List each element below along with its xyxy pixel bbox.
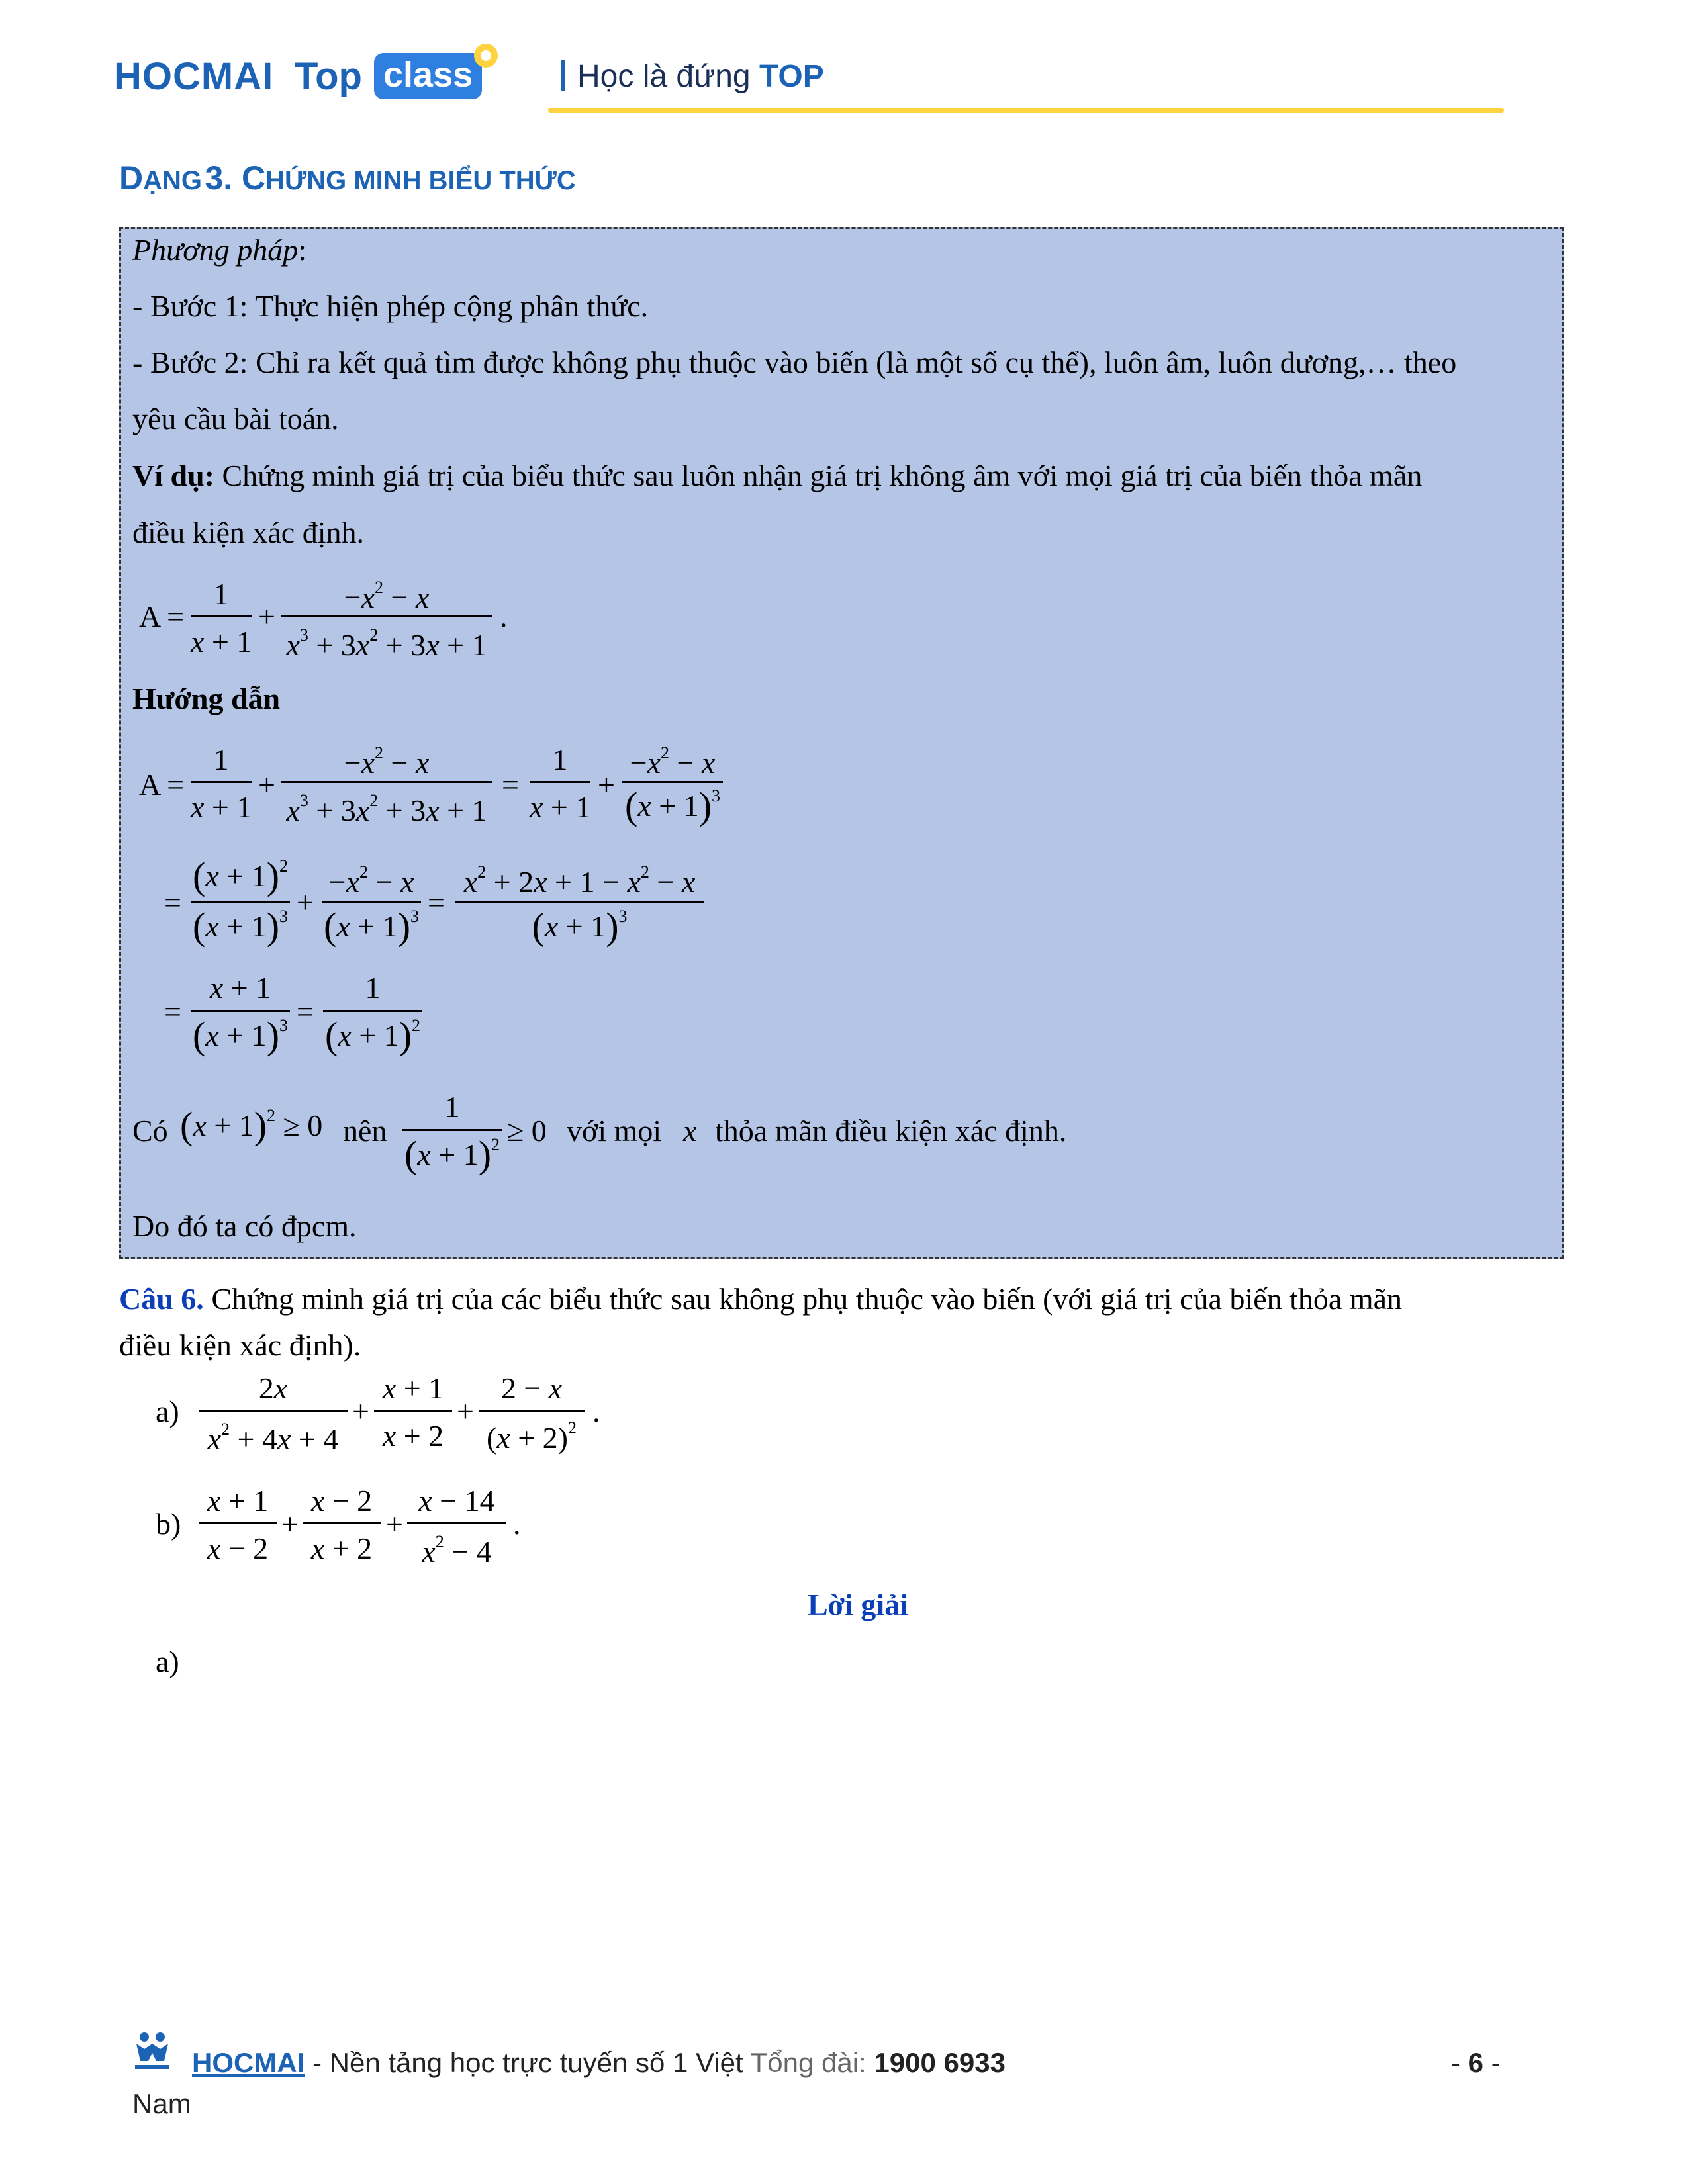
fraction: 2 − x $(x + 2)^2$ bbox=[479, 1373, 585, 1459]
question-label: Câu 6. bbox=[119, 1282, 204, 1316]
question-part-b: b) x + 1 x − 2 + x − 2 x + 2 + x − 14 $x^2 - 4$ . bbox=[156, 1486, 619, 1572]
conclusion-voimoi: với mọi bbox=[567, 1114, 662, 1148]
page-suffix: - bbox=[1483, 2047, 1501, 2078]
tagline-top: TOP bbox=[759, 59, 824, 94]
title-part: 3. C bbox=[205, 159, 266, 197]
conclusion-expr: $(x + 1)^2 \ge 0$ bbox=[180, 1104, 323, 1147]
method-label bbox=[132, 235, 306, 265]
page-prefix: - bbox=[1451, 2047, 1468, 2078]
fraction: x − 2 x + 2 bbox=[303, 1486, 381, 1572]
tagline-divider bbox=[561, 60, 565, 91]
guide-formula-2: = $(x + 1)^2$ $(x + 1)^3$ + $-x^2 - x$ $(x + 1)^3$ = $x^2 + 2x + 1 - x^2 - x$ $(x + 1)^3$ bbox=[164, 857, 760, 956]
example-line1 bbox=[132, 461, 1422, 491]
footer-line1 bbox=[192, 2047, 1006, 2079]
footer-hotline: 1900 6933 bbox=[874, 2047, 1006, 2078]
fraction: $-x^2 - x$ $x^3 + 3x^2 + 3x + 1$ bbox=[281, 745, 492, 831]
method-label-text: Phương pháp bbox=[132, 233, 299, 267]
fraction: x + 1 x + 2 bbox=[374, 1373, 452, 1459]
title-part: HỨNG MINH BIỂU THỨC bbox=[265, 166, 576, 195]
method-step2-line1: - Bước 2: Chỉ ra kết quả tìm được không phụ thuộc vào biến (là một số cụ thể), luôn âm, luôn dương,… theo bbox=[132, 345, 1457, 379]
fraction: 1 $(x + 1)^2$ bbox=[323, 966, 422, 1066]
logo-hocmai-text: HOCMAI bbox=[114, 55, 274, 98]
conclusion-nen: nên bbox=[343, 1114, 387, 1148]
footer-hotline-label: Tổng đài: bbox=[743, 2047, 874, 2078]
footer-line2: Nam bbox=[132, 2088, 191, 2119]
example-line2: điều kiện xác định. bbox=[132, 516, 365, 549]
fraction: 1 $(x + 1)^2$ bbox=[402, 1085, 502, 1185]
page-number bbox=[1451, 2047, 1501, 2079]
page-number-value: 6 bbox=[1468, 2047, 1484, 2078]
part-b-label: b) bbox=[156, 1507, 181, 1541]
method-step1: - Bước 1: Thực hiện phép cộng phân thức. bbox=[132, 289, 649, 323]
tagline-text: Học là đứng bbox=[577, 59, 751, 94]
question-text: Chứng minh giá trị của các biểu thức sau không phụ thuộc vào biến (với giá trị của biến thỏa mãn bbox=[203, 1282, 1403, 1316]
fraction: 1 x + 1 bbox=[191, 577, 252, 659]
conclusion-co: Có bbox=[132, 1114, 168, 1148]
footer-brand-link[interactable]: HOCMAI bbox=[192, 2047, 305, 2078]
question-part-a: a) 2x $x^2 + 4x + 4$ + x + 1 x + 2 + 2 − x $(x + 2)^2$ . bbox=[156, 1373, 619, 1459]
part-a-label: a) bbox=[156, 1394, 179, 1428]
solution-part-a: a) bbox=[156, 1645, 179, 1678]
question-line2: điều kiện xác định). bbox=[119, 1328, 361, 1362]
fraction: 2x $x^2 + 4x + 4$ bbox=[199, 1373, 348, 1459]
method-step2-line2: yêu cầu bài toán. bbox=[132, 402, 339, 435]
method-final: Do đó ta có đpcm. bbox=[132, 1209, 357, 1243]
example-label: Ví dụ: bbox=[132, 459, 214, 492]
example-text: Chứng minh giá trị của biểu thức sau luôn nhận giá trị không âm với mọi giá trị của biến thỏa mãn bbox=[214, 459, 1423, 492]
solution-title: Lời giải bbox=[808, 1588, 908, 1621]
conclusion-tail: thỏa mãn điều kiện xác định. bbox=[715, 1114, 1067, 1148]
example-formula: A = 1 x + 1 + $-x^2 - x$ $x^3 + 3x^2 + 3x + 1$ . bbox=[139, 579, 536, 665]
flower-icon bbox=[471, 41, 500, 70]
fraction: $-x^2 - x$ $(x + 1)^3$ bbox=[622, 745, 723, 837]
fraction: $(x + 1)^2$ $(x + 1)^3$ bbox=[191, 857, 290, 956]
fraction: x − 14 $x^2 - 4$ bbox=[407, 1486, 506, 1572]
logo-class-badge: class bbox=[374, 53, 482, 99]
title-part: ẠNG bbox=[143, 166, 202, 195]
logo-top-text: Top bbox=[295, 55, 362, 98]
fraction: $x^2 + 2x + 1 - x^2 - x$ $(x + 1)^3$ bbox=[455, 857, 704, 956]
conclusion-line: Có $(x + 1)^2 \ge 0$ nên 1 $(x + 1)^2$ ≥ 0 với mọi x thỏa mãn điều kiện xác định. bbox=[132, 1085, 1125, 1185]
header-tagline bbox=[561, 58, 824, 95]
question-line1 bbox=[119, 1284, 1402, 1314]
footer-text: - Nền tảng học trực tuyến số 1 Việt bbox=[305, 2047, 743, 2078]
section-title bbox=[119, 159, 576, 197]
conclusion-var: x bbox=[683, 1114, 697, 1148]
fraction: 1 x + 1 bbox=[530, 743, 591, 824]
method-colon: : bbox=[298, 233, 307, 267]
fraction: 1 x + 1 bbox=[191, 743, 252, 824]
guide-label: Hướng dẫn bbox=[132, 682, 281, 715]
fraction: x + 1 x − 2 bbox=[199, 1486, 277, 1572]
fraction: $-x^2 - x$ $(x + 1)^3$ bbox=[322, 857, 421, 956]
guide-formula-3: = x + 1 $(x + 1)^3$ = 1 $(x + 1)^2$ bbox=[164, 966, 561, 1066]
title-part: D bbox=[119, 159, 144, 197]
guide-formula-1: A = 1 x + 1 + $-x^2 - x$ $x^3 + 3x^2 + 3x + 1$ = 1 x + 1 + $-x^2 - x$ $(x + 1)^3$ bbox=[139, 745, 735, 837]
hocmai-people-icon bbox=[132, 2030, 172, 2073]
header-underline bbox=[548, 108, 1504, 113]
fraction: x + 1 $(x + 1)^3$ bbox=[191, 966, 290, 1066]
fraction: $-x^2 - x$ $x^3 + 3x^2 + 3x + 1$ bbox=[281, 579, 492, 665]
